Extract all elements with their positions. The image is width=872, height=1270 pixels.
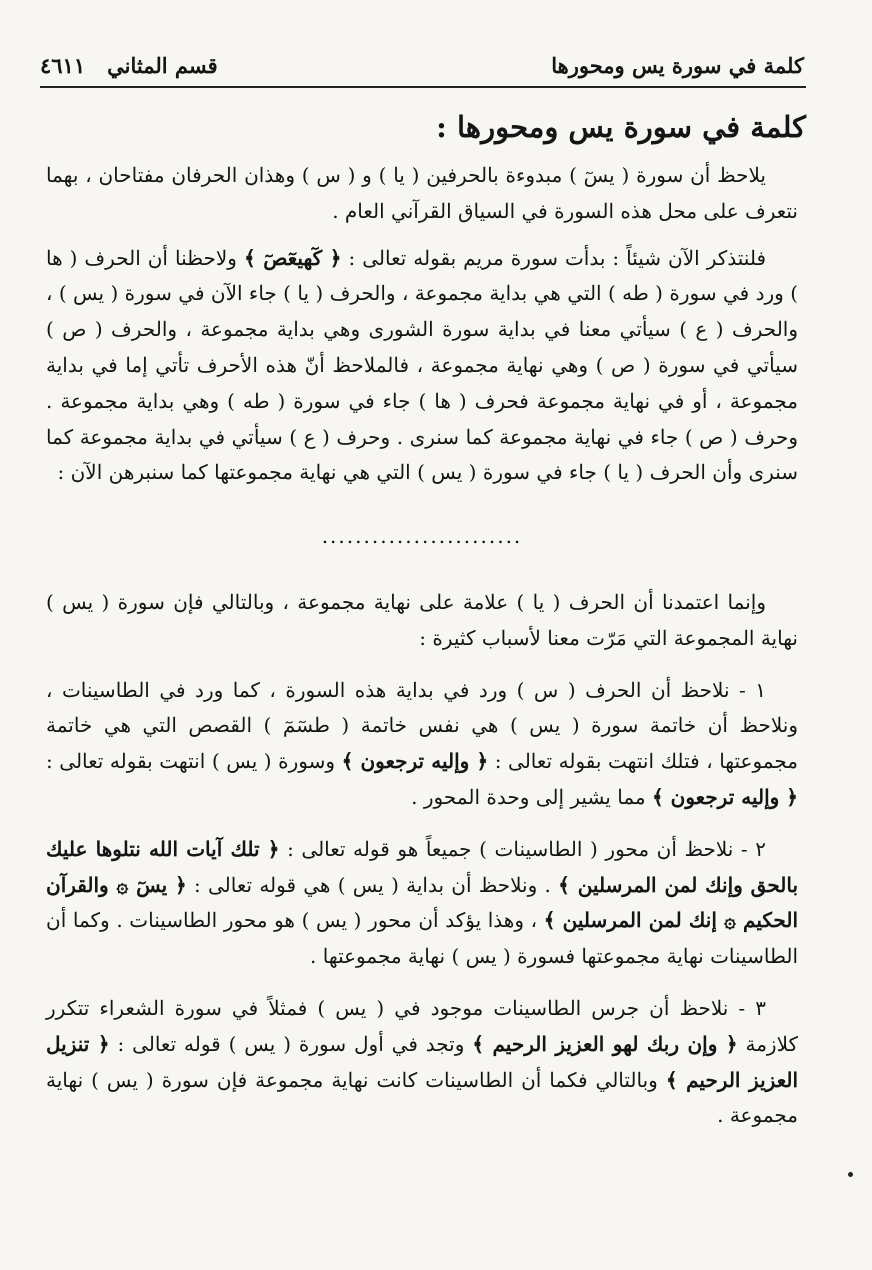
quran-quote: ﴿ كٓهيعٓصٓ ﴾ [243,245,342,270]
paragraph-point-3 [46,991,798,1134]
quran-quote: ﴿ وإليه ترجعون ﴾ [651,784,798,809]
paragraph-text: وإنما اعتمدنا أن الحرف ( يا ) علامة على نهاية مجموعة ، وبالتالي فإن سورة ( يس ) نهاية المجموعة التي مَرّت معنا لأسباب كثيرة : [46,589,798,650]
header-rule [40,86,806,88]
paragraph-text: وبالتالي فكما أن الطاسينات كانت نهاية مجموعة فإن سورة ( يس ) نهاية مجموعة . [46,1067,798,1128]
paragraph-point-2 [46,832,798,975]
paragraph-text: ١ - نلاحظ أن الحرف ( س ) ورد في بداية هذه السورة ، كما ورد في الطاسينات ، ونلاحظ أن خاتمة سورة ( يس ) هي نفس خاتمة ( طسٓمٓ ) القصص التي هي خاتمة مجموعتها ، فتلك انتهت بقوله تعالى : [46,677,798,774]
quran-quote: ﴿ تنزيل العزيز الرحيم ﴾ [46,1031,798,1092]
quran-quote: ﴿ تلك آيات الله نتلوها عليك بالحق وإنك لمن المرسلين ﴾ [46,836,799,897]
paragraph-text: ٣ - نلاحظ أن جرس الطاسينات موجود في ( يس ) فمثلاً في سورة الشعراء تتكرر كلازمة [46,995,799,1056]
quran-quote: ﴿ وإن ربك لهو العزيز الرحيم ﴾ [472,1031,738,1056]
ink-speck [848,1172,853,1177]
page-number: ٤٦١١ [40,52,86,78]
paragraph-point-1 [46,673,798,816]
paragraph-text: فلنتذكر الآن شيئاً : بدأت سورة مريم بقوله تعالى : [348,245,767,270]
paragraph-letters [46,241,798,492]
quran-quote: ﴿ وإليه ترجعون ﴾ [341,749,489,774]
paragraph-text: ٢ - نلاحظ أن محور ( الطاسينات ) جميعاً هو قوله تعالى : [287,836,767,861]
quran-quote: ﴿ يسٓ ۞ والقرآن الحكيم ۞ إنك لمن المرسلين ﴾ [46,872,798,933]
page-title: كلمة في سورة يس ومحورها : [436,110,806,144]
paragraph-intro [46,158,798,230]
paragraph-text: ، وهذا يؤكد أن محور ( يس ) هو محور الطاسينات . وكما أن الطاسينات نهاية مجموعتها فسورة ( يس ) نهاية مجموعتها . [46,908,798,969]
header-left-group [40,53,218,78]
separator-dots: ........................ [321,524,523,549]
paragraph-text: وسورة ( يس ) انتهت بقوله تعالى : [46,749,336,774]
section-name: قسم المثاني [107,52,218,78]
running-header [40,46,804,84]
paragraph-text: مما يشير إلى وحدة المحور . [411,784,646,809]
body-text [46,158,798,1134]
paragraph-text: . ونلاحظ أن بداية ( يس ) هي قوله تعالى : [194,872,551,897]
paragraph-text: وتجد في أول سورة ( يس ) قوله تعالى : [117,1031,465,1056]
paragraph-text: ولاحظنا أن الحرف ( ها ) ورد في سورة ( طه ) التي هي بداية مجموعة ، والحرف ( يا ) جاء الآن في سورة ( يس ) ، والحرف ( ع ) سيأتي معنا في بداية سورة الشورى وهي بداية مجموعة ، والحرف ( ص ) سيأتي في سورة ( ص ) وهي نهاية مجموعة ، فالملاحظ أنّ هذه الأحرف تأتي إما في بداية مجموعة ، أو في نهاية مجموعة فحرف ( ها ) جاء في سورة ( طه ) وهي بداية مجموعة . وحرف ( ص ) جاء في نهاية مجموعة كما سنرى . وحرف ( ع ) سيأتي في بداية مجموعة كما سنرى وأن الحرف ( يا ) جاء في سورة ( يس ) التي هي نهاية مجموعتها كما سنبرهن الآن : [46,245,799,485]
running-title: كلمة في سورة يس ومحورها [551,52,804,78]
paragraph-reasons [46,585,798,657]
paragraph-text: يلاحظ أن سورة ( يسٓ ) مبدوءة بالحرفين ( يا ) و ( س ) وهذان الحرفان مفتاحان ، بهما نتعرف على محل هذه السورة في السياق القرآني العام . [46,163,798,223]
